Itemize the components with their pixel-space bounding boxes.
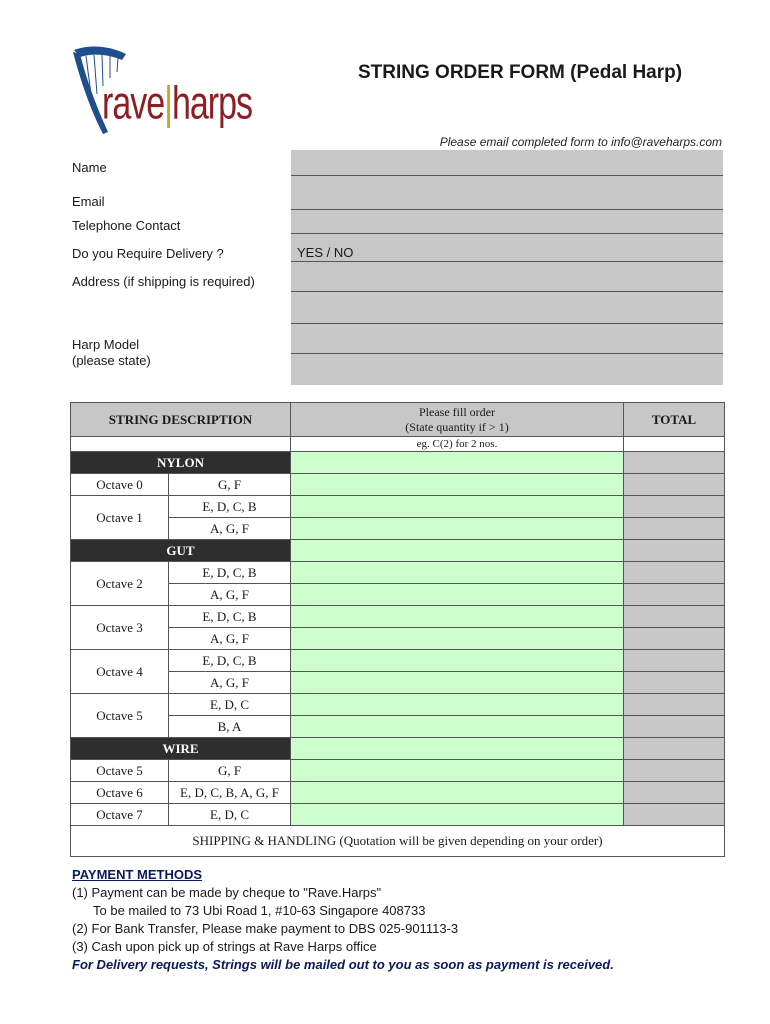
string-order-table bbox=[70, 402, 725, 857]
order-input[interactable] bbox=[291, 474, 624, 496]
table-row bbox=[71, 562, 725, 584]
page-title: STRING ORDER FORM (Pedal Harp) bbox=[358, 62, 683, 83]
order-input[interactable] bbox=[291, 650, 624, 672]
table-row bbox=[71, 606, 725, 628]
total-cell bbox=[624, 518, 725, 540]
octave-label: Octave 6 bbox=[71, 782, 169, 804]
string-description-header: STRING DESCRIPTION bbox=[71, 403, 291, 437]
order-input[interactable] bbox=[291, 760, 624, 782]
order-input[interactable] bbox=[291, 452, 624, 474]
octave-label: Octave 3 bbox=[71, 606, 169, 650]
notes-label: E, D, C bbox=[169, 694, 291, 716]
total-cell bbox=[624, 650, 725, 672]
total-cell bbox=[624, 694, 725, 716]
notes-label: A, G, F bbox=[169, 518, 291, 540]
octave-label: Octave 2 bbox=[71, 562, 169, 606]
octave-label: Octave 7 bbox=[71, 804, 169, 826]
order-input[interactable] bbox=[291, 738, 624, 760]
order-input[interactable] bbox=[291, 804, 624, 826]
order-input[interactable] bbox=[291, 628, 624, 650]
shipping-row bbox=[71, 826, 725, 857]
notes-label: A, G, F bbox=[169, 628, 291, 650]
total-cell bbox=[624, 760, 725, 782]
notes-label: E, D, C, B bbox=[169, 496, 291, 518]
octave-label: Octave 1 bbox=[71, 496, 169, 540]
order-input[interactable] bbox=[291, 518, 624, 540]
table-header-row bbox=[71, 403, 725, 437]
total-cell bbox=[624, 452, 725, 474]
name-label: Name bbox=[72, 160, 107, 175]
octave-label: Octave 5 bbox=[71, 694, 169, 738]
table-row bbox=[71, 496, 725, 518]
table-row bbox=[71, 716, 725, 738]
order-input[interactable] bbox=[291, 672, 624, 694]
total-cell bbox=[624, 738, 725, 760]
total-cell bbox=[624, 496, 725, 518]
notes-label: E, D, C, B bbox=[169, 562, 291, 584]
notes-label: G, F bbox=[169, 760, 291, 782]
payment-line-2: (2) For Bank Transfer, Please make payment to DBS 025-901113-3 bbox=[72, 921, 459, 936]
notes-label: B, A bbox=[169, 716, 291, 738]
order-input[interactable] bbox=[291, 496, 624, 518]
payment-line-1b: To be mailed to 73 Ubi Road 1, #10-63 Singapore 408733 bbox=[93, 903, 426, 918]
delivery-note: For Delivery requests, Strings will be mailed out to you as soon as payment is received. bbox=[72, 957, 614, 972]
total-cell bbox=[624, 562, 725, 584]
octave-label: Octave 4 bbox=[71, 650, 169, 694]
table-row bbox=[71, 518, 725, 540]
delivery-label: Do you Require Delivery ? bbox=[72, 246, 224, 261]
order-input[interactable] bbox=[291, 716, 624, 738]
octave-label: Octave 0 bbox=[71, 474, 169, 496]
table-row bbox=[71, 474, 725, 496]
table-row bbox=[71, 628, 725, 650]
harp-model-field-2[interactable] bbox=[291, 354, 723, 385]
octave-label: Octave 5 bbox=[71, 760, 169, 782]
order-input[interactable] bbox=[291, 540, 624, 562]
table-row bbox=[71, 804, 725, 826]
total-header: TOTAL bbox=[624, 403, 725, 437]
table-row bbox=[71, 760, 725, 782]
total-cell bbox=[624, 672, 725, 694]
notes-label: G, F bbox=[169, 474, 291, 496]
example-row bbox=[71, 437, 725, 452]
example-text: eg. C(2) for 2 nos. bbox=[291, 437, 624, 452]
total-cell bbox=[624, 628, 725, 650]
total-cell bbox=[624, 782, 725, 804]
payment-section bbox=[72, 866, 614, 974]
harp-model-field-1[interactable] bbox=[291, 324, 723, 354]
section-row-gut bbox=[71, 540, 725, 562]
payment-line-1: (1) Payment can be made by cheque to "Rave.Harps" bbox=[72, 885, 382, 900]
order-input[interactable] bbox=[291, 584, 624, 606]
notes-label: E, D, C, B bbox=[169, 650, 291, 672]
table-row bbox=[71, 672, 725, 694]
total-cell bbox=[624, 804, 725, 826]
payment-line-3: (3) Cash upon pick up of strings at Rave Harps office bbox=[72, 939, 377, 954]
order-input[interactable] bbox=[291, 694, 624, 716]
fill-order-header: Please fill order (State quantity if > 1) bbox=[291, 403, 624, 437]
notes-label: E, D, C bbox=[169, 804, 291, 826]
logo-wordmark: rave|harps bbox=[102, 78, 253, 130]
table-row bbox=[71, 694, 725, 716]
notes-label: A, G, F bbox=[169, 584, 291, 606]
total-cell bbox=[624, 584, 725, 606]
notes-label: A, G, F bbox=[169, 672, 291, 694]
section-title-gut: GUT bbox=[71, 540, 291, 562]
order-input[interactable] bbox=[291, 606, 624, 628]
address-label: Address (if shipping is required) bbox=[72, 274, 255, 289]
table-row bbox=[71, 584, 725, 606]
section-title-nylon: NYLON bbox=[71, 452, 291, 474]
name-field[interactable] bbox=[291, 150, 723, 176]
harp-model-label: Harp Model bbox=[72, 337, 140, 352]
payment-heading: PAYMENT METHODS bbox=[72, 867, 203, 882]
section-row-nylon bbox=[71, 452, 725, 474]
email-label: Email bbox=[72, 194, 105, 209]
total-cell bbox=[624, 716, 725, 738]
email-field[interactable] bbox=[291, 176, 723, 210]
address-field-2[interactable] bbox=[291, 292, 723, 324]
section-row-wire bbox=[71, 738, 725, 760]
section-title-wire: WIRE bbox=[71, 738, 291, 760]
order-input[interactable] bbox=[291, 562, 624, 584]
order-input[interactable] bbox=[291, 782, 624, 804]
total-cell bbox=[624, 540, 725, 562]
shipping-note: SHIPPING & HANDLING (Quotation will be given depending on your order) bbox=[71, 826, 725, 857]
harp-model-sublabel: (please state) bbox=[72, 353, 151, 368]
phone-label: Telephone Contact bbox=[72, 218, 181, 233]
delivery-field[interactable]: YES / NO bbox=[291, 234, 723, 262]
address-field-1[interactable] bbox=[291, 262, 723, 292]
table-row bbox=[71, 650, 725, 672]
total-cell bbox=[624, 606, 725, 628]
contact-section bbox=[72, 148, 724, 386]
notes-label: E, D, C, B bbox=[169, 606, 291, 628]
total-cell bbox=[624, 474, 725, 496]
email-instruction: Please email completed form to info@raveharps.com bbox=[439, 135, 722, 149]
phone-field[interactable] bbox=[291, 210, 723, 234]
notes-label: E, D, C, B, A, G, F bbox=[169, 782, 291, 804]
table-row bbox=[71, 782, 725, 804]
brand-logo bbox=[70, 44, 260, 139]
